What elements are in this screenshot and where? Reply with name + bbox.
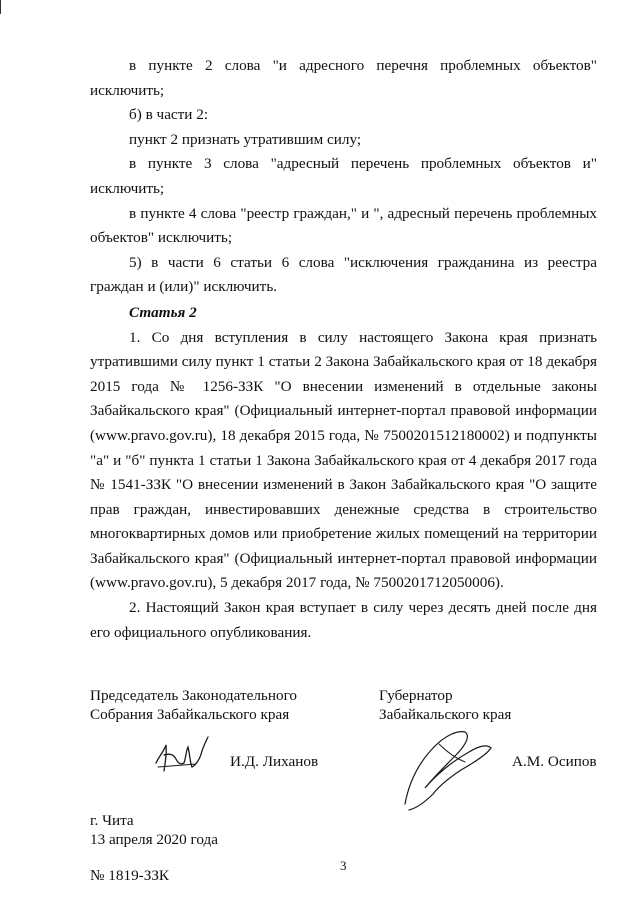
right-handwritten-signature (395, 722, 500, 817)
right-signer-title-line1: Губернатор (379, 687, 453, 704)
paragraph-point-3: в пункте 3 слова "адресный перечень проблемных объектов и" исключить; (90, 155, 597, 197)
document-body (90, 54, 597, 645)
left-signer-title-line2: Собрания Забайкальского края (90, 706, 290, 723)
article-paragraph-1: 1. Со дня вступления в силу настоящего Закона края признать утратившими силу пункт 1 статьи 2 Закона Забайкальского края от 18 декабря 2015 года № 1256-ЗЗК "О внесении изменений в отдельные законы Забайкальского края" (Официальный интернет-портал правовой информации (www.pravo.gov.ru), 18 декабря 2015 года, № 7500201512180002) и подпункты "а" и "б" пункта 1 статьи 1 Закона Забайкальского края от 4 декабря 2017 года № 1541-ЗЗК "О внесении изменений в Закон Забайкальского края "О защите прав граждан, инвестировавших денежные средства в строительство многоквартирных домов или приобретение жилых помещений на территории Забайкальского края" (Официальный интернет-портал правовой информации (www.pravo.gov.ru), 5 декабря 2017 года, № 7500201712050006). (90, 328, 597, 592)
paragraph-point-2: пункт 2 признать утратившим силу; (129, 130, 362, 148)
left-signer-name-block (230, 752, 318, 771)
article-paragraph-2: 2. Настоящий Закон края вступает в силу через десять дней после дня его официального опубликования. (90, 599, 597, 641)
paragraph-item-b: б) в части 2: (129, 106, 209, 124)
left-signer-name: И.Д. Лиханов (230, 753, 319, 770)
left-handwritten-signature (150, 733, 212, 779)
paragraph-item-5: 5) в части 6 статьи 6 слова "исключения гражданина из реестра граждан и (или)" исключить. (90, 253, 597, 296)
footer-date: 13 апреля 2020 года (90, 831, 218, 848)
right-signer-name-block (512, 752, 597, 771)
right-signature-block (379, 686, 511, 724)
corner-crop-mark (0, 0, 4, 14)
footer-city: г. Чита (90, 812, 134, 829)
paragraph-item-1: в пункте 2 слова "и адресного перечня проблемных объектов" исключить; (90, 57, 597, 99)
page-number: 3 (340, 858, 347, 873)
left-signature-block (90, 686, 297, 724)
right-signer-name: А.М. Осипов (512, 753, 597, 770)
right-signer-title-line2: Забайкальского края (379, 706, 512, 723)
law-number: № 1819-ЗЗК (90, 867, 170, 884)
article-heading: Статья 2 (129, 303, 197, 321)
left-signer-title-line1: Председатель Законодательного (90, 687, 298, 704)
paragraph-point-4: в пункте 4 слова "реестр граждан," и ", адресный перечень проблемных объектов" исключить; (90, 204, 597, 247)
